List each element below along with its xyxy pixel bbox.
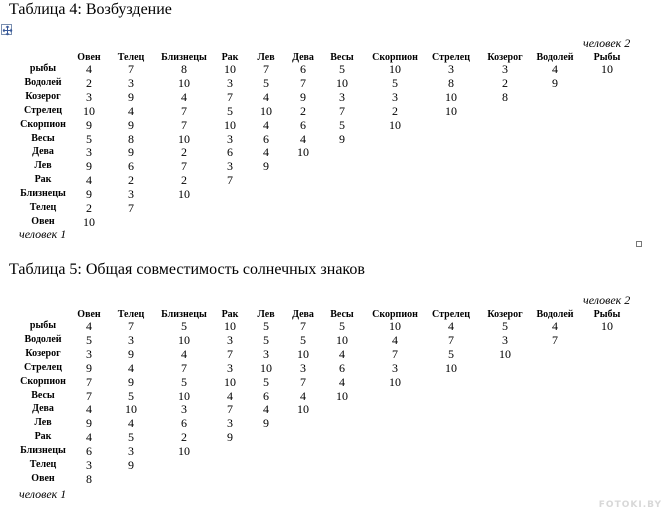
table-cell: 7 <box>181 117 187 132</box>
table-cell: 10 <box>224 62 236 76</box>
table-cell: 4 <box>392 332 398 347</box>
table-cell: 3 <box>502 332 508 347</box>
table-row <box>0 118 666 132</box>
table-cell: 7 <box>448 332 454 347</box>
row-header: Козерог <box>25 90 61 102</box>
table-cell: 4 <box>263 402 269 417</box>
table-cell: 9 <box>263 159 269 174</box>
table-cell: 7 <box>86 374 92 389</box>
table-cell: 10 <box>178 444 190 459</box>
table-cell: 7 <box>227 89 233 104</box>
table-cell: 5 <box>502 319 508 333</box>
table-cell: 3 <box>86 145 92 160</box>
table-cell: 10 <box>224 117 236 132</box>
table-cell: 7 <box>300 319 306 333</box>
table-cell: 10 <box>178 131 190 146</box>
table-cell: 9 <box>86 187 92 202</box>
table-cell: 2 <box>181 430 187 445</box>
column-header: Рыбы <box>593 52 621 63</box>
table-cell: 4 <box>86 62 92 76</box>
table-cell: 6 <box>181 416 187 431</box>
table4-person1-label: человек 1 <box>19 227 67 241</box>
column-header: Рак <box>221 309 239 320</box>
table-cell: 3 <box>300 360 306 375</box>
row-header: Водолей <box>24 76 62 88</box>
column-header: Близнецы <box>161 52 207 63</box>
watermark: FOTOKI.BY <box>598 500 662 510</box>
table-row <box>0 62 666 76</box>
table-cell: 6 <box>86 444 92 459</box>
table-cell: 10 <box>260 103 272 118</box>
table-cell: 3 <box>502 62 508 76</box>
table-cell: 9 <box>128 374 134 389</box>
table-cell: 6 <box>128 159 134 174</box>
table-cell: 10 <box>297 402 309 417</box>
column-header: Близнецы <box>161 309 207 320</box>
row-header: Овен <box>31 215 55 227</box>
table-cell: 5 <box>86 332 92 347</box>
table-cell: 3 <box>227 416 233 431</box>
table-cell: 10 <box>260 360 272 375</box>
table-cell: 7 <box>128 62 134 76</box>
row-header: Стрелец <box>24 104 62 116</box>
table-cell: 7 <box>128 201 134 215</box>
row-header: Рак <box>34 174 52 186</box>
row-header: Весы <box>31 389 55 401</box>
table-cell: 10 <box>601 319 613 333</box>
table-cell: 6 <box>339 360 345 375</box>
table-cell: 10 <box>178 332 190 347</box>
table-cell: 5 <box>339 117 345 132</box>
table-move-handle-icon[interactable] <box>1 24 12 35</box>
row-header: Близнецы <box>20 188 66 200</box>
table-cell: 10 <box>336 332 348 347</box>
column-header: Скорпион <box>372 52 418 63</box>
table-cell: 10 <box>445 360 457 375</box>
table5-title: Таблица 5: Общая совместимость солнечных знаков <box>9 261 365 278</box>
column-header: Лев <box>257 309 275 320</box>
table-cell: 3 <box>128 444 134 459</box>
column-header: Овен <box>77 309 101 320</box>
table-cell: 3 <box>128 332 134 347</box>
column-header: Дева <box>292 309 314 320</box>
table4-person2-label: человек 2 <box>583 36 631 50</box>
table-row <box>0 319 666 333</box>
table-cell: 10 <box>336 75 348 90</box>
table-cell: 7 <box>128 319 134 333</box>
column-header: Рыбы <box>593 309 621 320</box>
table-cell: 5 <box>86 131 92 146</box>
table-cell: 8 <box>181 62 187 76</box>
table-cell: 3 <box>392 89 398 104</box>
table-cell: 4 <box>552 319 558 333</box>
table-cell: 10 <box>389 62 401 76</box>
table-cell: 9 <box>300 89 306 104</box>
table-row <box>0 333 666 347</box>
table-cell: 5 <box>263 75 269 90</box>
table-cell: 4 <box>181 89 187 104</box>
table-cell: 7 <box>392 346 398 361</box>
column-header: Козерог <box>487 52 523 63</box>
table-cell: 3 <box>227 75 233 90</box>
table-cell: 7 <box>300 75 306 90</box>
table-cell: 3 <box>392 360 398 375</box>
table-cell: 3 <box>181 402 187 417</box>
table-cell: 4 <box>86 319 92 333</box>
table-row <box>0 458 666 472</box>
table-cell: 3 <box>448 62 454 76</box>
table-cell: 5 <box>128 430 134 445</box>
table-cell: 3 <box>263 346 269 361</box>
table-cell: 7 <box>339 103 345 118</box>
column-header: Стрелец <box>432 52 470 63</box>
table-cell: 10 <box>297 145 309 160</box>
table-cell: 10 <box>445 103 457 118</box>
table-cell: 7 <box>227 346 233 361</box>
table-cell: 2 <box>392 103 398 118</box>
row-header: Стрелец <box>24 361 62 373</box>
table-row <box>0 375 666 389</box>
table-cell: 9 <box>227 430 233 445</box>
table-cell: 8 <box>448 75 454 90</box>
row-header: Лев <box>34 160 52 172</box>
table-cell: 3 <box>227 159 233 174</box>
column-header: Телец <box>117 309 145 320</box>
table-cell: 2 <box>86 75 92 90</box>
table-cell: 5 <box>181 374 187 389</box>
table5-person1-label: человек 1 <box>19 487 67 501</box>
table-cell: 2 <box>181 145 187 160</box>
table-cell: 3 <box>227 360 233 375</box>
table-cell: 8 <box>86 471 92 486</box>
table-cell: 9 <box>86 416 92 431</box>
table-row <box>0 76 666 90</box>
table-cell: 4 <box>339 374 345 389</box>
table-cell: 9 <box>86 117 92 132</box>
table-row <box>0 159 666 173</box>
table-cell: 4 <box>300 388 306 403</box>
table-cell: 9 <box>86 360 92 375</box>
column-header: Весы <box>330 309 354 320</box>
column-header: Весы <box>330 52 354 63</box>
table-cell: 3 <box>86 458 92 472</box>
table-cell: 10 <box>224 319 236 333</box>
table-row <box>0 215 666 229</box>
column-header: Рак <box>221 52 239 63</box>
table5-person2-label: человек 2 <box>583 293 631 307</box>
table-cell: 9 <box>128 117 134 132</box>
table-cell: 9 <box>552 75 558 90</box>
row-header: Близнецы <box>20 445 66 457</box>
table-cell: 3 <box>227 332 233 347</box>
table-cell: 2 <box>502 75 508 90</box>
table-row <box>0 187 666 201</box>
table-cell: 7 <box>86 388 92 403</box>
table-cell: 10 <box>125 402 137 417</box>
column-header: Овен <box>77 52 101 63</box>
table-cell: 6 <box>263 131 269 146</box>
table-cell: 2 <box>86 201 92 215</box>
table-cell: 10 <box>297 346 309 361</box>
table-cell: 4 <box>227 388 233 403</box>
column-header: Водолей <box>536 309 574 320</box>
table-cell: 9 <box>128 458 134 472</box>
table-cell: 4 <box>181 346 187 361</box>
table-cell: 5 <box>128 388 134 403</box>
table-cell: 4 <box>300 131 306 146</box>
table-row <box>0 347 666 361</box>
table-cell: 6 <box>300 62 306 76</box>
table-row <box>0 201 666 215</box>
table-cell: 2 <box>181 173 187 188</box>
column-header: Скорпион <box>372 309 418 320</box>
table-cell: 10 <box>336 388 348 403</box>
column-header: Водолей <box>536 52 574 63</box>
table-cell: 5 <box>339 319 345 333</box>
table-cell: 5 <box>300 332 306 347</box>
table-cell: 4 <box>552 62 558 76</box>
table-cell: 10 <box>83 103 95 118</box>
table-cell: 4 <box>263 145 269 160</box>
table-row <box>0 444 666 458</box>
table-cell: 9 <box>128 145 134 160</box>
table-cell: 7 <box>181 159 187 174</box>
table-cell: 10 <box>83 214 95 229</box>
table-cell: 10 <box>445 89 457 104</box>
table-cell: 3 <box>227 131 233 146</box>
row-header: рыбы <box>29 320 57 331</box>
table-cell: 8 <box>502 89 508 104</box>
table-cell: 10 <box>178 187 190 202</box>
table-cell: 4 <box>263 89 269 104</box>
table-cell: 3 <box>86 346 92 361</box>
table-cell: 5 <box>392 75 398 90</box>
row-header: Скорпион <box>20 118 66 130</box>
table-cell: 7 <box>227 173 233 188</box>
table-cell: 7 <box>181 360 187 375</box>
table-row <box>0 361 666 375</box>
table-cell: 5 <box>263 319 269 333</box>
table-row <box>0 145 666 159</box>
row-header: Весы <box>31 132 55 144</box>
table-cell: 5 <box>263 374 269 389</box>
table-cell: 4 <box>128 103 134 118</box>
table-cell: 3 <box>86 89 92 104</box>
row-header: Дева <box>32 146 54 158</box>
table-cell: 9 <box>339 131 345 146</box>
table-cell: 6 <box>263 388 269 403</box>
table-row <box>0 90 666 104</box>
row-header: Рак <box>34 431 52 443</box>
row-header: Лев <box>34 417 52 429</box>
table-row <box>0 132 666 146</box>
table-cell: 4 <box>128 416 134 431</box>
row-header: рыбы <box>29 63 57 74</box>
table-row <box>0 416 666 430</box>
table4-title: Таблица 4: Возбуздение <box>9 1 172 18</box>
table-cell: 3 <box>128 75 134 90</box>
table-cell: 10 <box>389 117 401 132</box>
table-row <box>0 389 666 403</box>
table-cell: 3 <box>128 187 134 202</box>
table-cell: 10 <box>389 319 401 333</box>
table-cell: 10 <box>178 388 190 403</box>
row-header: Овен <box>31 472 55 484</box>
table-cell: 5 <box>227 103 233 118</box>
table-cell: 4 <box>86 402 92 417</box>
table-cell: 10 <box>499 346 511 361</box>
table-resize-handle-icon[interactable] <box>636 241 642 247</box>
row-header: Телец <box>29 202 57 213</box>
table-cell: 9 <box>128 346 134 361</box>
table-cell: 9 <box>128 89 134 104</box>
row-header: Водолей <box>24 333 62 345</box>
table-row <box>0 402 666 416</box>
column-header: Телец <box>117 52 145 63</box>
table-cell: 5 <box>448 346 454 361</box>
column-header: Лев <box>257 52 275 63</box>
table-cell: 7 <box>227 402 233 417</box>
table-row <box>0 472 666 486</box>
table-cell: 4 <box>448 319 454 333</box>
table-row <box>0 430 666 444</box>
table-cell: 5 <box>263 332 269 347</box>
table-cell: 4 <box>86 430 92 445</box>
table-cell: 7 <box>263 62 269 76</box>
table-cell: 9 <box>263 416 269 431</box>
row-header: Скорпион <box>20 375 66 387</box>
row-header: Телец <box>29 459 57 470</box>
table-cell: 4 <box>263 117 269 132</box>
column-header: Дева <box>292 52 314 63</box>
table-cell: 4 <box>339 346 345 361</box>
table-cell: 7 <box>181 103 187 118</box>
table-cell: 10 <box>178 75 190 90</box>
table-cell: 4 <box>86 173 92 188</box>
table-row <box>0 173 666 187</box>
row-header: Козерог <box>25 347 61 359</box>
table-cell: 3 <box>339 89 345 104</box>
table-cell: 8 <box>128 131 134 146</box>
table-cell: 9 <box>86 159 92 174</box>
table-cell: 6 <box>300 117 306 132</box>
column-header: Козерог <box>487 309 523 320</box>
table-cell: 7 <box>300 374 306 389</box>
table-cell: 2 <box>300 103 306 118</box>
table-cell: 7 <box>552 332 558 347</box>
table-cell: 6 <box>227 145 233 160</box>
table-cell: 5 <box>339 62 345 76</box>
column-header: Стрелец <box>432 309 470 320</box>
table-row <box>0 104 666 118</box>
table-cell: 10 <box>224 374 236 389</box>
table-cell: 2 <box>128 173 134 188</box>
table-cell: 5 <box>181 319 187 333</box>
table-cell: 4 <box>128 360 134 375</box>
table-cell: 10 <box>601 62 613 76</box>
row-header: Дева <box>32 403 54 415</box>
table-cell: 10 <box>389 374 401 389</box>
